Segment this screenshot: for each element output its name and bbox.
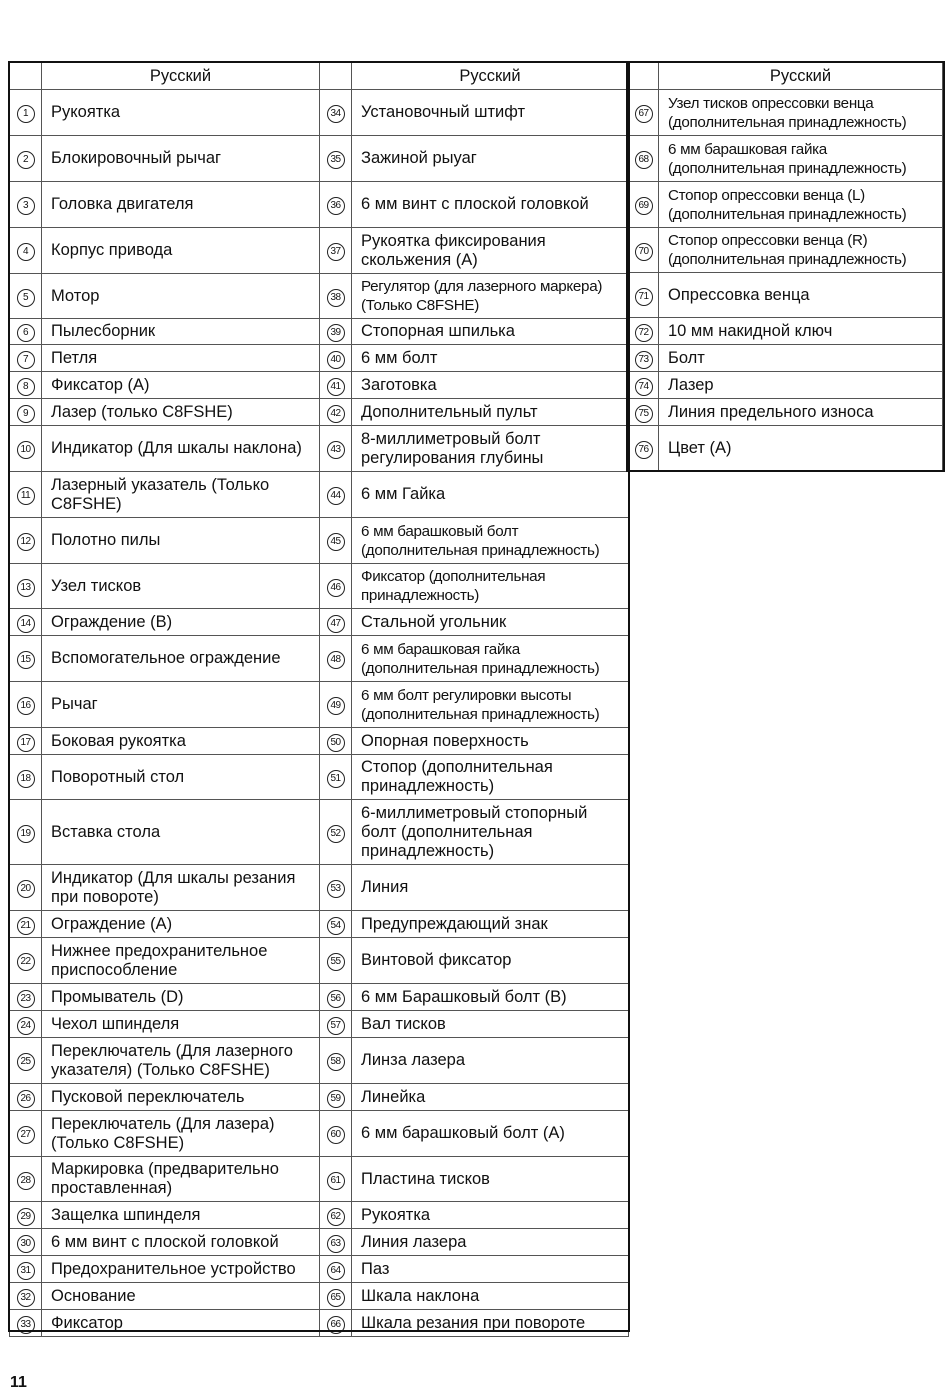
item-number <box>320 1084 352 1111</box>
table-row <box>10 1229 629 1256</box>
item-number <box>320 1157 352 1202</box>
circled-number-icon: 75 <box>635 405 653 423</box>
circled-number-icon: 67 <box>635 105 653 123</box>
circled-number-icon: 73 <box>635 351 653 369</box>
item-name: 6 мм Барашковый болт (В) <box>352 984 629 1011</box>
item-name: Винтовой фиксатор <box>352 938 629 984</box>
table-row <box>10 399 629 426</box>
item-number <box>320 1229 352 1256</box>
item-number <box>10 319 42 345</box>
item-number <box>10 1084 42 1111</box>
circled-number-icon: 17 <box>17 734 35 752</box>
table-row <box>629 136 943 182</box>
item-name: Узел тисков опрессовки венца (дополнительная принадлежность) <box>659 90 943 136</box>
circled-number-icon: 45 <box>327 533 345 551</box>
circled-number-icon: 11 <box>17 487 35 505</box>
header-row <box>10 63 629 90</box>
circled-number-icon: 74 <box>635 378 653 396</box>
item-name: Дополнительный пульт <box>352 399 629 426</box>
item-name: Лазер (только C8FSHE) <box>42 399 320 426</box>
item-number <box>320 800 352 865</box>
item-number <box>320 1011 352 1038</box>
parts-table-right <box>628 62 943 472</box>
item-number <box>320 399 352 426</box>
table-row <box>10 518 629 564</box>
item-number <box>629 228 659 273</box>
circled-number-icon: 39 <box>327 324 345 342</box>
item-name: 6 мм барашковый болт (А) <box>352 1111 629 1157</box>
table-row <box>629 318 943 345</box>
circled-number-icon: 62 <box>327 1208 345 1226</box>
circled-number-icon: 49 <box>327 697 345 715</box>
table-row <box>629 182 943 228</box>
item-number <box>629 345 659 372</box>
table-row <box>10 636 629 682</box>
circled-number-icon: 7 <box>17 351 35 369</box>
table-row <box>10 228 629 274</box>
item-number <box>320 564 352 609</box>
table-row <box>10 136 629 182</box>
table-row <box>629 399 943 426</box>
table-row <box>10 1011 629 1038</box>
item-number <box>320 426 352 472</box>
table-row <box>10 1283 629 1310</box>
item-number <box>10 865 42 911</box>
item-number <box>10 274 42 319</box>
item-number <box>10 984 42 1011</box>
item-name: Опрессовка венца <box>659 273 943 318</box>
item-number <box>320 755 352 800</box>
item-number <box>320 345 352 372</box>
circled-number-icon: 10 <box>17 441 35 459</box>
circled-number-icon: 15 <box>17 651 35 669</box>
table-row <box>10 1084 629 1111</box>
circled-number-icon: 20 <box>17 880 35 898</box>
circled-number-icon: 21 <box>17 917 35 935</box>
circled-number-icon: 43 <box>327 441 345 459</box>
table-row <box>10 1157 629 1202</box>
circled-number-icon: 31 <box>17 1262 35 1280</box>
item-number <box>10 182 42 228</box>
item-number <box>10 755 42 800</box>
item-name: 6 мм болт <box>352 345 629 372</box>
table-row <box>629 228 943 273</box>
circled-number-icon: 51 <box>327 770 345 788</box>
item-name: Полотно пилы <box>42 518 320 564</box>
table-row <box>10 319 629 345</box>
circled-number-icon: 19 <box>17 825 35 843</box>
table-row <box>629 345 943 372</box>
item-name: Предупреждающий знак <box>352 911 629 938</box>
item-name: Боковая рукоятка <box>42 728 320 755</box>
circled-number-icon: 4 <box>17 243 35 261</box>
item-name: Основание <box>42 1283 320 1310</box>
item-number <box>10 682 42 728</box>
item-number <box>10 518 42 564</box>
item-number <box>10 911 42 938</box>
table-row <box>10 426 629 472</box>
circled-number-icon: 42 <box>327 405 345 423</box>
item-number <box>320 636 352 682</box>
circled-number-icon: 54 <box>327 917 345 935</box>
item-name: Стопор опрессовки венца (R) (дополнительная принадлежность) <box>659 228 943 273</box>
item-name: Фиксатор <box>42 1310 320 1337</box>
circled-number-icon: 9 <box>17 405 35 423</box>
circled-number-icon: 26 <box>17 1090 35 1108</box>
circled-number-icon: 72 <box>635 324 653 342</box>
circled-number-icon: 44 <box>327 487 345 505</box>
page-number: 11 <box>10 1374 27 1391</box>
circled-number-icon: 18 <box>17 770 35 788</box>
item-number <box>320 372 352 399</box>
table-row <box>10 274 629 319</box>
circled-number-icon: 34 <box>327 105 345 123</box>
item-name: 6 мм Гайка <box>352 472 629 518</box>
circled-number-icon: 28 <box>17 1172 35 1190</box>
item-name: Рычаг <box>42 682 320 728</box>
item-name: Защелка шпинделя <box>42 1202 320 1229</box>
circled-number-icon: 56 <box>327 990 345 1008</box>
table-row <box>629 426 943 472</box>
item-number <box>10 1111 42 1157</box>
item-name: Головка двигателя <box>42 182 320 228</box>
item-number <box>320 182 352 228</box>
circled-number-icon: 24 <box>17 1017 35 1035</box>
item-name: Маркировка (предварительно проставленная) <box>42 1157 320 1202</box>
circled-number-icon: 69 <box>635 197 653 215</box>
item-number <box>629 90 659 136</box>
circled-number-icon: 71 <box>635 288 653 306</box>
circled-number-icon: 37 <box>327 243 345 261</box>
table-row <box>10 865 629 911</box>
circled-number-icon: 25 <box>17 1053 35 1071</box>
circled-number-icon: 76 <box>635 441 653 459</box>
item-number <box>629 182 659 228</box>
item-name: Цвет (A) <box>659 426 943 472</box>
item-name: Индикатор (Для шкалы резания при повороте) <box>42 865 320 911</box>
item-name: Шкала резания при повороте <box>352 1310 629 1337</box>
header-num-cell <box>629 63 659 90</box>
item-number <box>320 136 352 182</box>
item-name: Опорная поверхность <box>352 728 629 755</box>
item-number <box>10 372 42 399</box>
item-name: Переключатель (Для лазера) (Только C8FSHE) <box>42 1111 320 1157</box>
item-number <box>10 1256 42 1283</box>
table-row <box>10 1038 629 1084</box>
circled-number-icon: 55 <box>327 953 345 971</box>
item-number <box>629 136 659 182</box>
circled-number-icon: 61 <box>327 1172 345 1190</box>
circled-number-icon: 33 <box>17 1316 35 1334</box>
circled-number-icon: 5 <box>17 289 35 307</box>
item-name: 6 мм болт регулировки высоты (дополнительная принадлежность) <box>352 682 629 728</box>
table-row <box>10 800 629 865</box>
circled-number-icon: 23 <box>17 990 35 1008</box>
item-number <box>10 1157 42 1202</box>
item-name: Чехол шпинделя <box>42 1011 320 1038</box>
item-number <box>320 938 352 984</box>
item-name: 6 мм барашковая гайка (дополнительная принадлежность) <box>352 636 629 682</box>
circled-number-icon: 47 <box>327 615 345 633</box>
circled-number-icon: 41 <box>327 378 345 396</box>
item-name: Ограждение (В) <box>42 609 320 636</box>
circled-number-icon: 65 <box>327 1289 345 1307</box>
circled-number-icon: 58 <box>327 1053 345 1071</box>
item-number <box>10 1229 42 1256</box>
item-number <box>320 984 352 1011</box>
item-name: Рукоятка фиксирования скольжения (А) <box>352 228 629 274</box>
item-number <box>10 1310 42 1337</box>
table-row <box>10 1111 629 1157</box>
item-name: Мотор <box>42 274 320 319</box>
item-name: Рукоятка <box>42 90 320 136</box>
item-name: Пластина тисков <box>352 1157 629 1202</box>
item-number <box>320 90 352 136</box>
item-number <box>10 1202 42 1229</box>
circled-number-icon: 13 <box>17 579 35 597</box>
circled-number-icon: 50 <box>327 734 345 752</box>
item-number <box>320 472 352 518</box>
item-name: Стопор (дополнительная принадлежность) <box>352 755 629 800</box>
table-row <box>629 372 943 399</box>
item-number <box>320 319 352 345</box>
header-row <box>629 63 943 90</box>
circled-number-icon: 29 <box>17 1208 35 1226</box>
circled-number-icon: 48 <box>327 651 345 669</box>
item-name: Заготовка <box>352 372 629 399</box>
table-row <box>10 1256 629 1283</box>
circled-number-icon: 16 <box>17 697 35 715</box>
header-num-cell <box>320 63 352 90</box>
item-number <box>10 426 42 472</box>
item-number <box>629 273 659 318</box>
circled-number-icon: 27 <box>17 1126 35 1144</box>
table-row <box>10 372 629 399</box>
item-name: Нижнее предохранительное приспособление <box>42 938 320 984</box>
item-number <box>629 318 659 345</box>
item-name: 6 мм винт с плоской головкой <box>42 1229 320 1256</box>
item-number <box>629 372 659 399</box>
item-name: Предохранительное устройство <box>42 1256 320 1283</box>
circled-number-icon: 12 <box>17 533 35 551</box>
item-number <box>10 609 42 636</box>
item-name: Зажиной рыуаг <box>352 136 629 182</box>
header-language: Русский <box>352 63 629 90</box>
table-row <box>10 1310 629 1337</box>
table-row <box>10 182 629 228</box>
item-number <box>10 90 42 136</box>
item-name: Переключатель (Для лазерного указателя) (Только C8FSHE) <box>42 1038 320 1084</box>
item-number <box>629 399 659 426</box>
item-name: Поворотный стол <box>42 755 320 800</box>
item-number <box>10 938 42 984</box>
table-row <box>10 609 629 636</box>
item-number <box>320 1283 352 1310</box>
table-row <box>10 90 629 136</box>
circled-number-icon: 40 <box>327 351 345 369</box>
circled-number-icon: 8 <box>17 378 35 396</box>
item-name: Линия лазера <box>352 1229 629 1256</box>
item-number <box>10 1011 42 1038</box>
circled-number-icon: 35 <box>327 151 345 169</box>
item-name: Линия <box>352 865 629 911</box>
table-row <box>629 273 943 318</box>
header-language: Русский <box>659 63 943 90</box>
item-name: Шкала наклона <box>352 1283 629 1310</box>
item-number <box>320 1256 352 1283</box>
table-row <box>10 728 629 755</box>
item-name: Регулятор (для лазерного маркера) (Только C8FSHE) <box>352 274 629 319</box>
table-row <box>629 90 943 136</box>
table-row <box>10 345 629 372</box>
item-name: Ограждение (А) <box>42 911 320 938</box>
item-name: 10 мм накидной ключ <box>659 318 943 345</box>
table-row <box>10 682 629 728</box>
circled-number-icon: 30 <box>17 1235 35 1253</box>
item-name: Корпус привода <box>42 228 320 274</box>
item-name: 6 мм винт с плоской головкой <box>352 182 629 228</box>
item-name: Стальной угольник <box>352 609 629 636</box>
item-name: Линия предельного износа <box>659 399 943 426</box>
circled-number-icon: 59 <box>327 1090 345 1108</box>
item-number <box>320 274 352 319</box>
circled-number-icon: 14 <box>17 615 35 633</box>
item-name: Пылесборник <box>42 319 320 345</box>
item-name: Петля <box>42 345 320 372</box>
table-row <box>10 984 629 1011</box>
circled-number-icon: 66 <box>327 1316 345 1334</box>
table-row <box>10 472 629 518</box>
item-number <box>320 1038 352 1084</box>
circled-number-icon: 1 <box>17 105 35 123</box>
item-name: 6 мм барашковый болт (дополнительная принадлежность) <box>352 518 629 564</box>
item-number <box>10 228 42 274</box>
item-number <box>320 911 352 938</box>
circled-number-icon: 46 <box>327 579 345 597</box>
item-name: 8-миллиметровый болт регулирования глубины <box>352 426 629 472</box>
circled-number-icon: 53 <box>327 880 345 898</box>
circled-number-icon: 52 <box>327 825 345 843</box>
item-name: Лазер <box>659 372 943 399</box>
circled-number-icon: 63 <box>327 1235 345 1253</box>
item-number <box>10 345 42 372</box>
item-name: Лазерный указатель (Только C8FSHE) <box>42 472 320 518</box>
item-number <box>320 228 352 274</box>
item-name: Узел тисков <box>42 564 320 609</box>
circled-number-icon: 64 <box>327 1262 345 1280</box>
circled-number-icon: 38 <box>327 289 345 307</box>
item-name: 6-миллиметровый стопорный болт (дополнительная принадлежность) <box>352 800 629 865</box>
parts-table <box>9 62 629 1337</box>
item-number <box>629 426 659 472</box>
circled-number-icon: 22 <box>17 953 35 971</box>
table-row <box>10 755 629 800</box>
header-language: Русский <box>42 63 320 90</box>
circled-number-icon: 32 <box>17 1289 35 1307</box>
item-name: Индикатор (Для шкалы наклона) <box>42 426 320 472</box>
table-row <box>10 564 629 609</box>
item-number <box>320 1111 352 1157</box>
item-number <box>320 1202 352 1229</box>
circled-number-icon: 36 <box>327 197 345 215</box>
circled-number-icon: 6 <box>17 324 35 342</box>
item-name: Стопорная шпилька <box>352 319 629 345</box>
item-name: Паз <box>352 1256 629 1283</box>
item-name: Блокировочный рычаг <box>42 136 320 182</box>
item-number <box>320 728 352 755</box>
item-number <box>10 564 42 609</box>
item-number <box>10 728 42 755</box>
item-number <box>320 1310 352 1337</box>
item-name: Фиксатор (дополнительная принадлежность) <box>352 564 629 609</box>
header-num-cell <box>10 63 42 90</box>
item-number <box>320 682 352 728</box>
item-number <box>10 399 42 426</box>
item-number <box>320 609 352 636</box>
item-name: Вал тисков <box>352 1011 629 1038</box>
item-number <box>10 800 42 865</box>
circled-number-icon: 57 <box>327 1017 345 1035</box>
table-row <box>10 938 629 984</box>
table-row <box>10 911 629 938</box>
item-number <box>320 865 352 911</box>
table-row <box>10 1202 629 1229</box>
item-name: Болт <box>659 345 943 372</box>
item-name: Линза лазера <box>352 1038 629 1084</box>
item-name: Установочный штифт <box>352 90 629 136</box>
circled-number-icon: 2 <box>17 151 35 169</box>
item-name: Промыватель (D) <box>42 984 320 1011</box>
item-number <box>320 518 352 564</box>
item-number <box>10 1038 42 1084</box>
item-name: Вспомогательное ограждение <box>42 636 320 682</box>
item-number <box>10 136 42 182</box>
item-number <box>10 472 42 518</box>
item-name: Рукоятка <box>352 1202 629 1229</box>
item-number <box>10 1283 42 1310</box>
circled-number-icon: 3 <box>17 197 35 215</box>
circled-number-icon: 68 <box>635 151 653 169</box>
item-name: 6 мм барашковая гайка (дополнительная принадлежность) <box>659 136 943 182</box>
circled-number-icon: 70 <box>635 243 653 261</box>
item-name: Стопор опрессовки венца (L) (дополнительная принадлежность) <box>659 182 943 228</box>
item-number <box>10 636 42 682</box>
item-name: Линейка <box>352 1084 629 1111</box>
item-name: Фиксатор (А) <box>42 372 320 399</box>
circled-number-icon: 60 <box>327 1126 345 1144</box>
item-name: Пусковой переключатель <box>42 1084 320 1111</box>
item-name: Вставка стола <box>42 800 320 865</box>
